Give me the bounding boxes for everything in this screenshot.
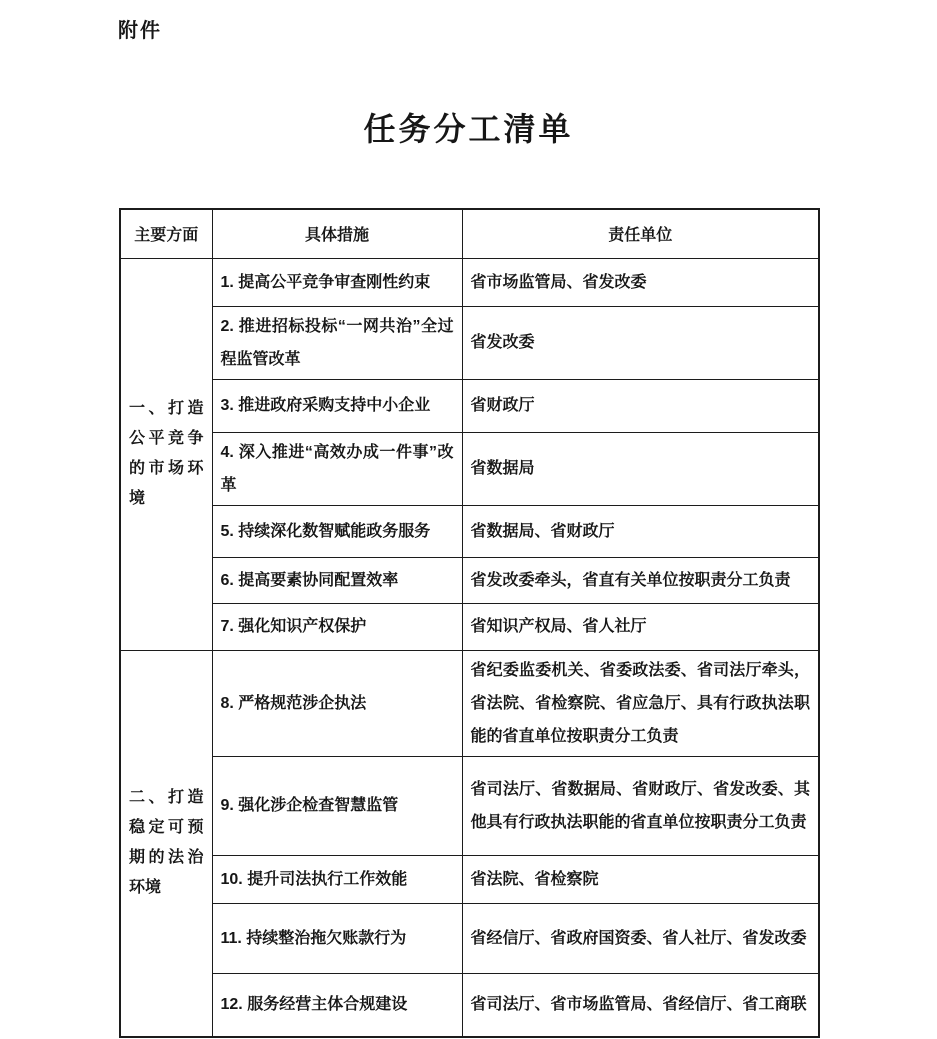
unit-cell: 省法院、省检察院 bbox=[462, 855, 819, 903]
measure-cell: 1. 提高公平竞争审查刚性约束 bbox=[212, 258, 462, 306]
header-main-aspect: 主要方面 bbox=[120, 209, 212, 258]
table-row bbox=[120, 650, 819, 756]
header-responsible-unit: 责任单位 bbox=[462, 209, 819, 258]
unit-cell: 省发改委牵头，省直有关单位按职责分工负责 bbox=[462, 557, 819, 603]
measure-cell: 8. 严格规范涉企执法 bbox=[212, 650, 462, 756]
table-header-row bbox=[120, 209, 819, 258]
measure-cell: 2. 推进招标投标“一网共治”全过程监管改革 bbox=[212, 306, 462, 379]
measure-cell: 3. 推进政府采购支持中小企业 bbox=[212, 379, 462, 432]
table-row bbox=[120, 557, 819, 603]
table-row bbox=[120, 603, 819, 650]
table-row bbox=[120, 258, 819, 306]
measure-cell: 11. 持续整治拖欠账款行为 bbox=[212, 903, 462, 973]
table-row bbox=[120, 973, 819, 1037]
measure-cell: 12. 服务经营主体合规建设 bbox=[212, 973, 462, 1037]
table-row bbox=[120, 379, 819, 432]
attachment-label: 附件 bbox=[118, 20, 162, 42]
unit-cell: 省司法厅、省市场监管局、省经信厅、省工商联 bbox=[462, 973, 819, 1037]
table-row bbox=[120, 756, 819, 855]
unit-cell: 省知识产权局、省人社厅 bbox=[462, 603, 819, 650]
table-row bbox=[120, 432, 819, 505]
table-row bbox=[120, 505, 819, 557]
aspect-cell-group2: 二、打造稳定可预期的法治环境 bbox=[120, 650, 212, 1037]
unit-cell: 省经信厅、省政府国资委、省人社厅、省发改委 bbox=[462, 903, 819, 973]
table-row bbox=[120, 306, 819, 379]
aspect-cell-group1: 一、打造公平竞争的市场环境 bbox=[120, 258, 212, 650]
table-row bbox=[120, 903, 819, 973]
unit-cell: 省市场监管局、省发改委 bbox=[462, 258, 819, 306]
unit-cell: 省财政厅 bbox=[462, 379, 819, 432]
unit-cell: 省纪委监委机关、省委政法委、省司法厅牵头，省法院、省检察院、省应急厅、具有行政执法职能的省直单位按职责分工负责 bbox=[462, 650, 819, 756]
measure-cell: 9. 强化涉企检查智慧监管 bbox=[212, 756, 462, 855]
unit-cell: 省数据局 bbox=[462, 432, 819, 505]
table-row bbox=[120, 855, 819, 903]
measure-cell: 6. 提高要素协同配置效率 bbox=[212, 557, 462, 603]
task-assignment-table bbox=[119, 208, 820, 1038]
header-specific-measure: 具体措施 bbox=[212, 209, 462, 258]
unit-cell: 省司法厅、省数据局、省财政厅、省发改委、其他具有行政执法职能的省直单位按职责分工负责 bbox=[462, 756, 819, 855]
measure-cell: 5. 持续深化数智赋能政务服务 bbox=[212, 505, 462, 557]
unit-cell: 省数据局、省财政厅 bbox=[462, 505, 819, 557]
measure-cell: 4. 深入推进“高效办成一件事”改革 bbox=[212, 432, 462, 505]
page-title: 任务分工清单 bbox=[363, 111, 574, 147]
measure-cell: 7. 强化知识产权保护 bbox=[212, 603, 462, 650]
unit-cell: 省发改委 bbox=[462, 306, 819, 379]
measure-cell: 10. 提升司法执行工作效能 bbox=[212, 855, 462, 903]
